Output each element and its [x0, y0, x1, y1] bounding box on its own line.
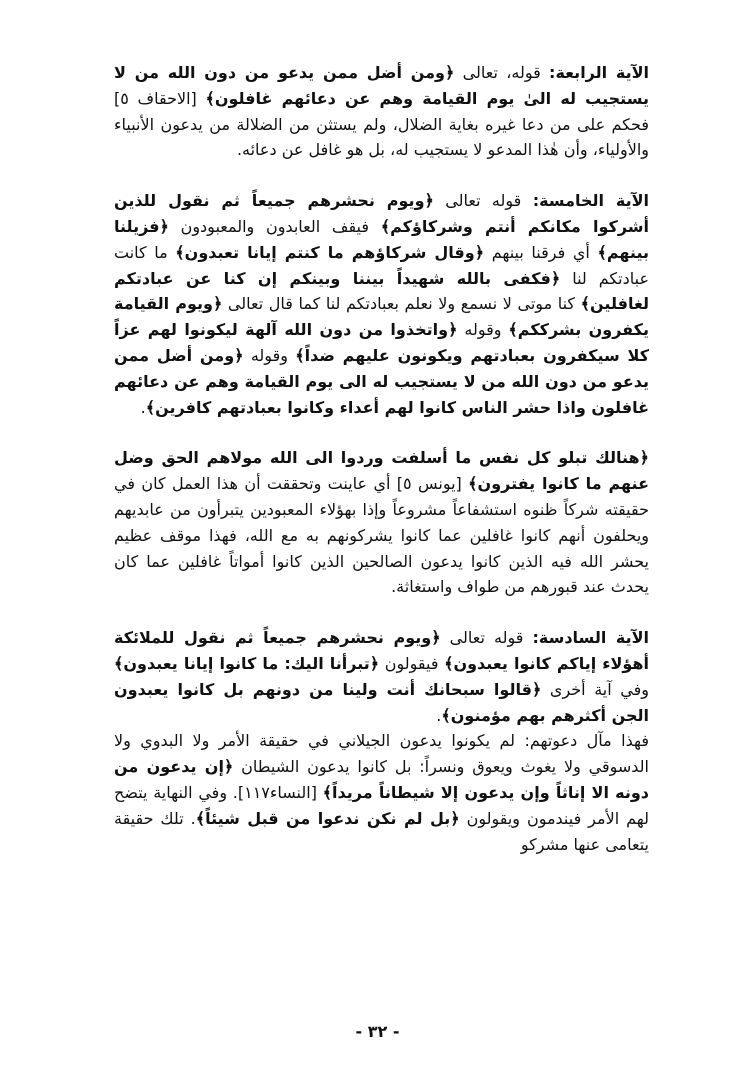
document-body	[114, 60, 649, 857]
body-text: .	[140, 397, 146, 417]
quote-text: ﴿بل لم نكن ندعوا من قبل شيئاً﴾	[195, 808, 460, 828]
body-text: كنا موتى لا نسمع ولا نعلم بعبادتكم لنا كما قال تعالى	[222, 294, 581, 314]
paragraph-ayah-5	[114, 188, 649, 420]
body-text: وقوله	[243, 345, 296, 365]
quote-text: ﴿وقال شركاؤهم ما كنتم إيانا تعبدون﴾	[175, 242, 485, 262]
quote-text: ﴿فكفى بالله شهيداً بيننا وبينكم إن كنا عن عبادتكم لغافلين﴾	[114, 268, 650, 314]
body-text: [النساء١١٧]. وفي النهاية يتضح لهم الأمر فيندمون ويقولون	[114, 782, 649, 828]
body-text: أي فرقنا بينهم	[484, 242, 598, 262]
quote-text: ﴿إن يدعون من دونه الا إناثاً وإن يدعون إلا شيطاناً مريداً﴾	[114, 757, 649, 802]
quote-text: ﴿واتخذوا من دون الله آلهة ليكونوا لهم عزاً كلا سيكفرون بعبادتهم ويكونون عليهم ضداً﴾	[114, 320, 650, 365]
body-text: وفي آية أخرى	[541, 679, 649, 699]
body-text: فهذا مآل دعوتهم: لم يكونوا يدعون الجيلاني في حقيقة الأمر ولا البدوي ولا الدسوقي ولا يغوث ويعوق ونسراً: بل كانوا يدعون الشيطان	[114, 731, 649, 777]
body-text: ما كانت عبادتكم لنا	[114, 242, 650, 288]
quote-text: الآية الرابعة:	[549, 63, 650, 82]
body-text: [يونس ٥] أي عاينت وتحققت أن هذا العمل كان في حقيقته شركاً ظنوه استشفاعاً مشروعاً وإذا بهؤلاء المعبودين يتبرأون من عابديهم ويحلفون أنهم كانوا غافلين عما كانوا يشركونهم به مع الله، فهذا موقف عظيم يحشر الله فيه الذين كانوا يدعون الصالحين الذين كانوا أمواتاً غافلين عما كان يحدث عند قبورهم من طواف واستغاثة.	[114, 474, 649, 597]
paragraph-fahadha	[114, 728, 649, 857]
quote-text: ﴿قالوا سبحانك أنت ولينا من دونهم بل كانوا يعبدون الجن أكثرهم بهم مؤمنون﴾	[114, 679, 649, 725]
paragraph-hunalik	[114, 445, 649, 600]
quote-text: ﴿ويوم القيامة يكفرون بشرككم﴾	[114, 294, 649, 340]
body-text: فيقولون	[379, 653, 445, 673]
body-text: .	[436, 705, 442, 725]
body-text: قوله، تعالى	[454, 63, 550, 82]
quote-text: ﴿ويوم نحشرهم جميعاً ثم نقول للذين أشركوا مكانكم أنتم وشركاؤكم﴾	[114, 191, 650, 236]
paragraph-ayah-6	[114, 625, 649, 728]
body-text: . تلك حقيقة يتعامى عنها مشركو	[114, 808, 649, 854]
page-number: - ٣٢ -	[355, 1022, 400, 1041]
quote-text: الآية الخامسة:	[532, 191, 650, 211]
body-text: قوله تعالى	[433, 191, 533, 211]
quote-text: ﴿ومن أضل ممن يدعو من دون الله من لا يستجيب له الى يوم القيامة وهم عن دعائهم غافلون واذا حشر الناس كانوا لهم أعداء وكانوا بعبادتهم كافرين﴾	[114, 345, 649, 417]
quote-text: ﴿تبرأنا اليك: ما كانوا إيانا يعبدون﴾	[114, 653, 380, 673]
body-text: قوله تعالى	[440, 628, 533, 648]
body-text: فيقف العابدون والمعبودون	[168, 216, 381, 236]
body-text: وقوله	[457, 320, 509, 340]
quote-text: الآية السادسة:	[532, 628, 649, 648]
body-text: [الاحقاف ٥] فحكم على من دعا غيره بغاية الضلال، ولم يستثن من الضلالة من يدعون الأنبياء والأولياء، وأن هٰذا المدعو لا يستجيب له، بل هو غافل عن دعائه.	[114, 88, 649, 160]
quote-text: ﴿فزيلنا بينهم﴾	[114, 216, 649, 262]
quote-text: ﴿ويوم نحشرهم جميعاً ثم نقول للملائكة أهؤلاء إياكم كانوا يعبدون﴾	[114, 628, 650, 673]
paragraph-ayah-4	[114, 60, 649, 163]
quote-text: ﴿هنالك تبلو كل نفس ما أسلفت وردوا الى الله مولاهم الحق وضل عنهم ما كانوا يفترون﴾	[114, 448, 650, 494]
quote-text: ﴿ومن أضل ممن يدعو من دون الله من لا يستجيب له الىٰ يوم القيامة وهم عن دعائهم غافلون﴾	[114, 63, 649, 108]
